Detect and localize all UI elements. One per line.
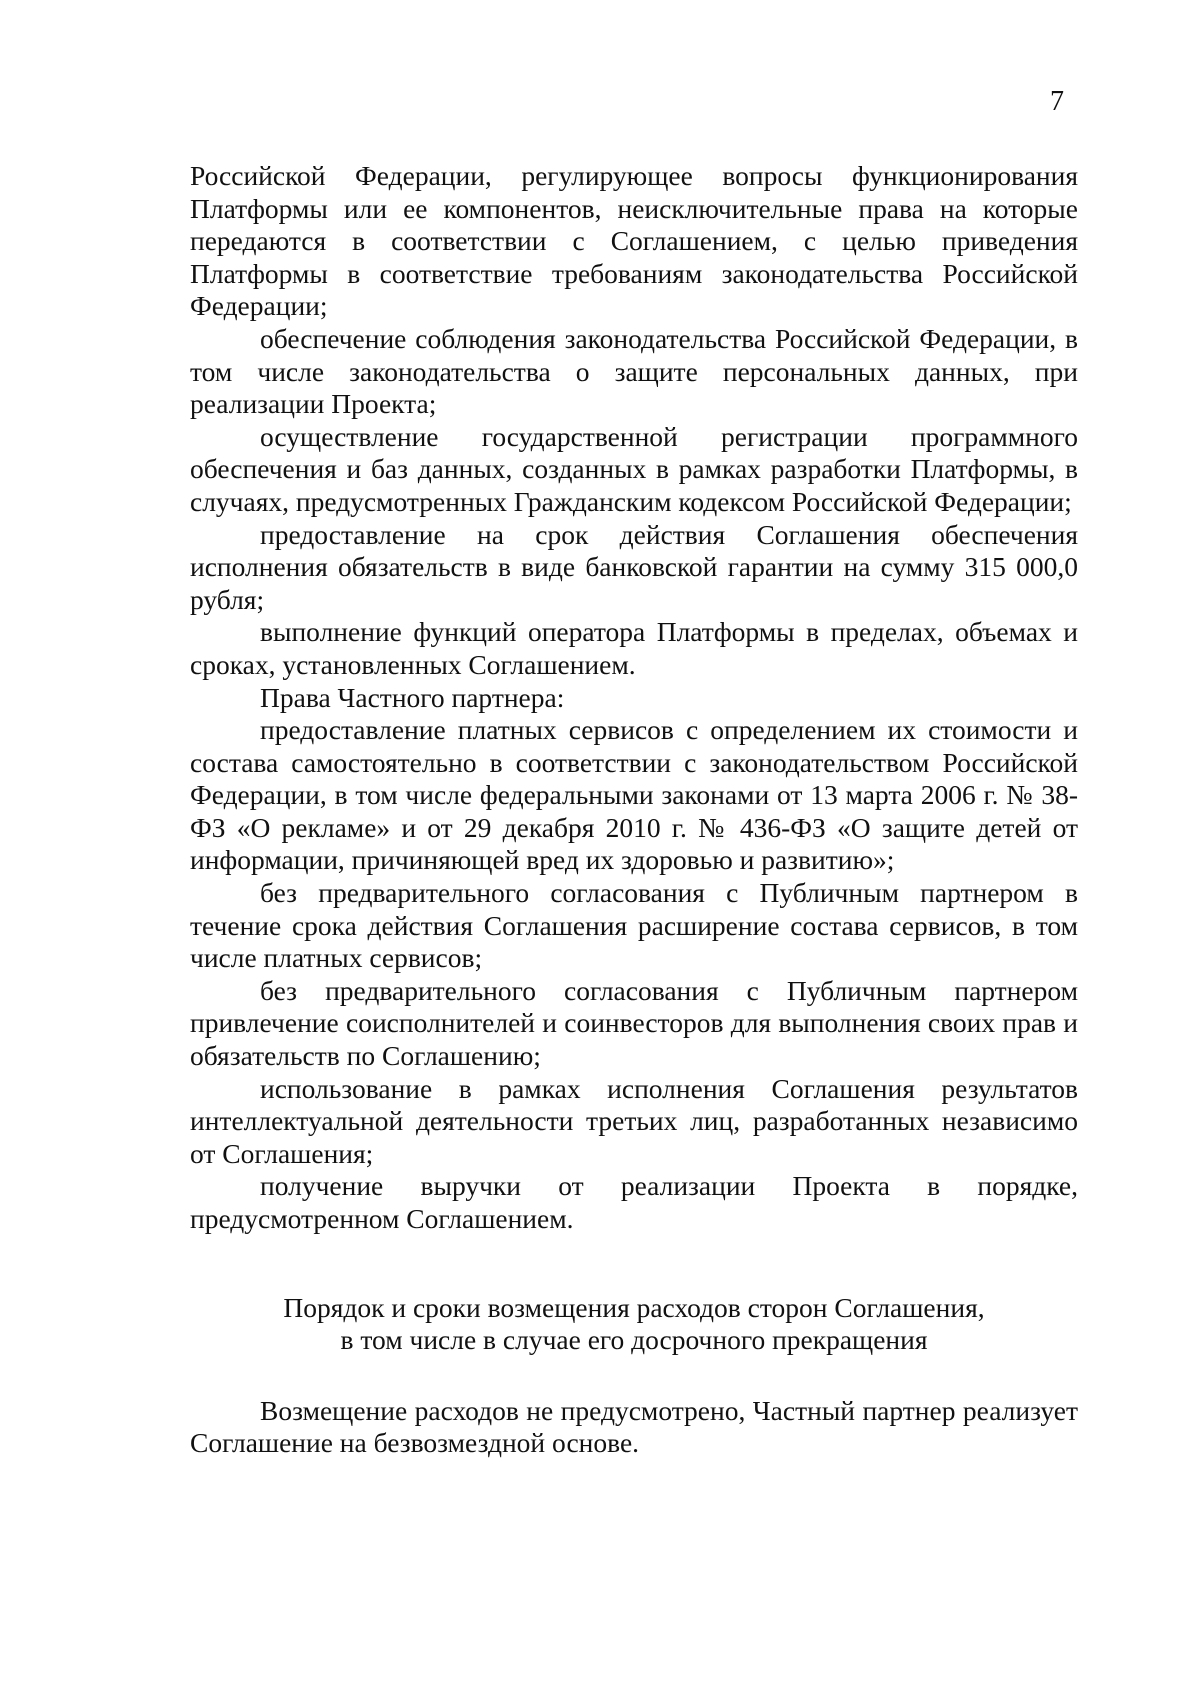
paragraph-obligation-operator: выполнение функций оператора Платформы в пределах, объемах и сроках, установленных Соглашением.	[190, 616, 1078, 680]
paragraph-right-expand-services: без предварительного согласования с Публичным партнером в течение срока действия Соглашения расширение состава сервисов, в том числе платных сервисов;	[190, 877, 1078, 974]
section-heading	[190, 1292, 1078, 1357]
document-body	[190, 160, 1078, 1460]
paragraph-rights-heading: Права Частного партнера:	[260, 681, 565, 713]
paragraph-right-coexecutors: без предварительного согласования с Публичным партнером привлечение соисполнителей и соинвесторов для выполнения своих прав и обязательств по Соглашению;	[190, 974, 1078, 1072]
paragraph-continuation: Российской Федерации, регулирующее вопросы функционирования Платформы или ее компонентов, неисключительные права на которые передаются в соответствии с Соглашением, с целью приведения Платформы в соответствие требованиям законодательства Российской Федерации;	[190, 160, 1078, 322]
paragraph-obligation-compliance: обеспечение соблюдения законодательства Российской Федерации, в том числе законодательства о защите персональных данных, при реализации Проекта;	[190, 322, 1078, 420]
paragraph-right-third-party-ip: использование в рамках исполнения Соглашения результатов интеллектуальной деятельности третьих лиц, разработанных независимо от Соглашения;	[190, 1072, 1078, 1169]
paragraph-right-revenue: получение выручки от реализации Проекта в порядке, предусмотренном Соглашением.	[190, 1170, 1078, 1234]
paragraph-right-paid-services: предоставление платных сервисов с определением их стоимости и состава самостоятельно в соответствии с законодательством Российской Федерации, в том числе федеральными законами от 13 марта 2006 г. № 38-ФЗ «О рекламе» и от 29 декабря 2010 г. № 436-ФЗ «О защите детей от информации, причиняющей вред их здоровью и развитию»;	[190, 714, 1078, 876]
paragraph-obligation-registration: осуществление государственной регистрации программного обеспечения и баз данных, созданных в рамках разработки Платформы, в случаях, предусмотренных Гражданским кодексом Российской Федерации;	[190, 420, 1078, 517]
paragraph-obligation-guarantee: предоставление на срок действия Соглашения обеспечения исполнения обязательств в виде банковской гарантии на сумму 315 000,0 рубля;	[190, 518, 1078, 615]
page-number: 7	[1050, 86, 1064, 117]
paragraph-reimbursement: Возмещение расходов не предусмотрено, Частный партнер реализует Соглашение на безвозмездной основе.	[190, 1394, 1078, 1459]
section-heading-line-1: Порядок и сроки возмещения расходов сторон Соглашения,	[283, 1291, 985, 1323]
section-heading-line-2: в том числе в случае его досрочного прекращения	[340, 1324, 928, 1356]
